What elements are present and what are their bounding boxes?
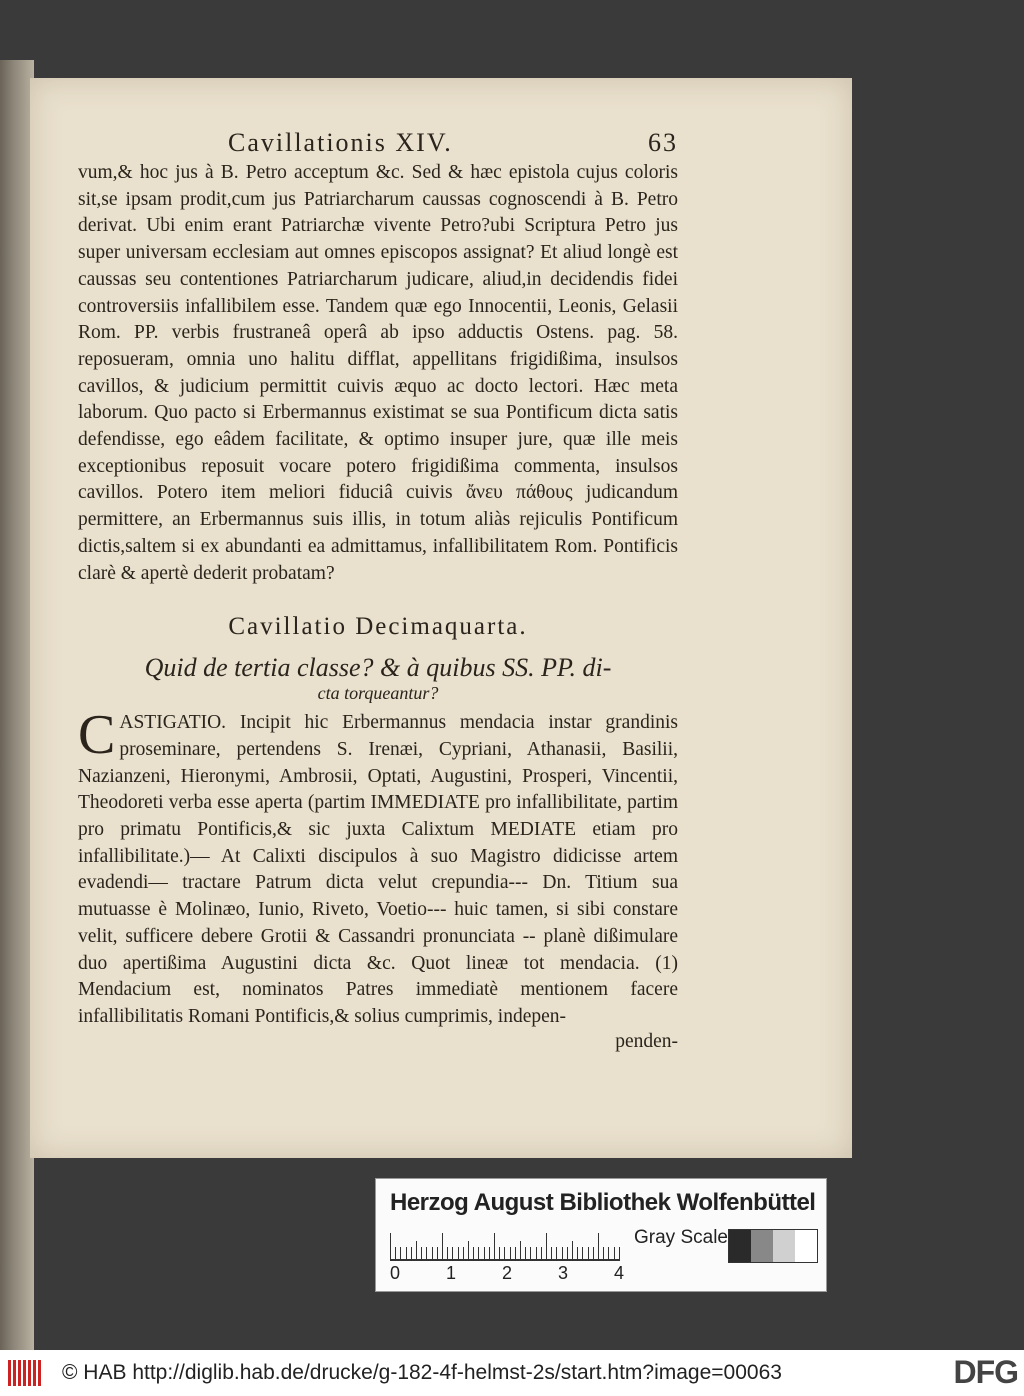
ruler-tick [598,1233,599,1259]
ruler-tick [619,1247,620,1259]
chapter-title: Cavillatio Decimaquarta. [228,613,528,641]
ruler-tick [515,1247,516,1259]
ruler-tick [426,1247,427,1259]
body-text [78,160,678,587]
ruler-tick [400,1247,401,1259]
scale-number: 4 [614,1263,625,1283]
ruler-tick [530,1247,531,1259]
scale-number: 3 [558,1263,569,1283]
footer-bar [0,1350,1024,1396]
gray-swatch [773,1230,795,1262]
library-title: Herzog August Bibliothek Wolfenbüttel [390,1189,816,1216]
page-content [78,128,678,1053]
running-header [78,128,678,158]
ruler-tick [520,1241,521,1259]
body-text-2 [78,704,678,1030]
ruler-tick [442,1233,443,1259]
gray-scale-label: Gray Scale [634,1227,728,1248]
ruler-tick [499,1247,500,1259]
gray-swatch [795,1230,817,1262]
ruler-tick [395,1247,396,1259]
gray-swatches [728,1229,818,1263]
ruler-tick [582,1247,583,1259]
ruler-tick [504,1247,505,1259]
subtitle-line-2: cta torqueantur? [317,683,439,704]
ruler-tick [572,1241,573,1259]
ruler-tick [556,1247,557,1259]
ruler-tick [478,1247,479,1259]
running-title: Cavillationis XIV. [228,128,453,157]
gray-swatch [729,1230,751,1262]
ruler-tick [390,1233,391,1259]
ruler-tick [608,1247,609,1259]
ruler-tick [458,1247,459,1259]
ruler-tick [546,1233,547,1259]
ruler-tick [416,1241,417,1259]
ruler-tick [551,1247,552,1259]
ruler-tick [489,1247,490,1259]
ruler-tick [437,1247,438,1259]
scale-number: 2 [502,1263,513,1283]
scale-ruler [390,1231,620,1261]
ruler-tick [432,1247,433,1259]
ruler-tick [421,1247,422,1259]
drop-cap: C [78,704,116,767]
ruler-tick [614,1247,615,1259]
ruler-tick [463,1247,464,1259]
page-number: 63 [648,128,678,157]
gray-swatch [751,1230,773,1262]
barcode-icon [8,1360,48,1386]
dfg-logo: DFG [953,1354,1018,1390]
ruler-tick [588,1247,589,1259]
ruler-tick [603,1247,604,1259]
ruler-tick [577,1247,578,1259]
book-page [30,78,852,1158]
ruler-tick [525,1247,526,1259]
ruler-tick [406,1247,407,1259]
color-calibration-bar [375,1178,827,1292]
ruler-tick [562,1247,563,1259]
ruler-tick [468,1241,469,1259]
ruler-tick [494,1233,495,1259]
ruler-tick [536,1247,537,1259]
paragraph-2: ASTIGATIO. Incipit hic Erbermannus mendacia instar grandinis proseminare, pertendens S. Irenæi, Cypriani, Athanasii, Basilii, Nazianzeni, Hieronymi, Ambrosii, Optati, Augustini, Prosperi, Vincentii, Theodoreti verba esse aperta (partim IMMEDIATE pro infallibilitate, partim pro primatu Pontificis,& sic juxta Calixtum MEDIATE etiam pro infallibilitate.)— At Calixti discipulos à suo Magistro didicisse artem evadendi— tractare Patrum dicta velut crepundia--- Dn. Titium sua mutuasse è Molinæo, Iunio, Riveto, Voetio--- huic tamen, si sibi constare velit, sufficere debere Grotii & Cassandri pronunciata -- planè dißimulare duo apertißima Augustini dicta &c. Quot lineæ tot mendacia. (1) Mendacium est, nominatos Patres immediatè mentionem facere infallibilitatis Romani Pontificis,& solius cumprimis, indepen- [78,712,678,1027]
left-page-edge [0,60,34,1350]
scale-number: 1 [446,1263,457,1283]
scale-number: 0 [390,1263,401,1283]
ruler-tick [510,1247,511,1259]
footer-link[interactable]: © HAB http://diglib.hab.de/drucke/g-182-4f-helmst-2s/start.htm?image=00063 [62,1361,782,1384]
subtitle-line-1: Quid de tertia classe? & à quibus SS. PP. di- [144,653,612,683]
catchword: penden- [615,1030,678,1052]
ruler-tick [567,1247,568,1259]
paragraph-1: vum,& hoc jus à B. Petro acceptum &c. Sed & hæc epistola cujus coloris sit,se ipsam prodit,cum jus Patriarcharum caussas cognoscendi à B. Petro derivat. Ubi enim erant Patriarchæ vivente Petro?ubi Scriptura Petro jus super universam ecclesiam aut omnes episcopos assignat? Et aliud longè est caussas seu contentiones Patriarcharum judicare, aliud,in decidendis fidei controversiis infallibilem esse. Tandem quæ ego Innocentii, Leonis, Gelasii Rom. PP. verbis frustraneâ operâ ab ipso adductis Ostens. pag. 58. reposueram, omnia uno halitu difflat, appellitans frigidißima, insulsos cavillos, & judicium permittit cuivis æquo ac docto lectori. Hæc meta laborum. Quo pacto si Erbermannus existimat se sua Pontificum dicta satis defendisse, ego eâdem facilitate, & optimo insuper jure, quæ ille meis exceptionibus reposuit vocare potero frigidißima commenta, insulsos cavillos. Potero item meliori fiduciâ cuivis ἄνευ πάθους judicandum permittere, an Erbermannus suis illis, in totum aliàs rejiculis Pontificum dictis,saltem si ex abundanti ea admittamus, infallibilitatem Rom. Pontificis clarè & apertè dederit probatam? [78,162,678,584]
ruler-tick [593,1247,594,1259]
ruler-tick [484,1247,485,1259]
ruler-tick [447,1247,448,1259]
ruler-tick [411,1247,412,1259]
ruler-tick [541,1247,542,1259]
ruler-tick [473,1247,474,1259]
ruler-tick [452,1247,453,1259]
